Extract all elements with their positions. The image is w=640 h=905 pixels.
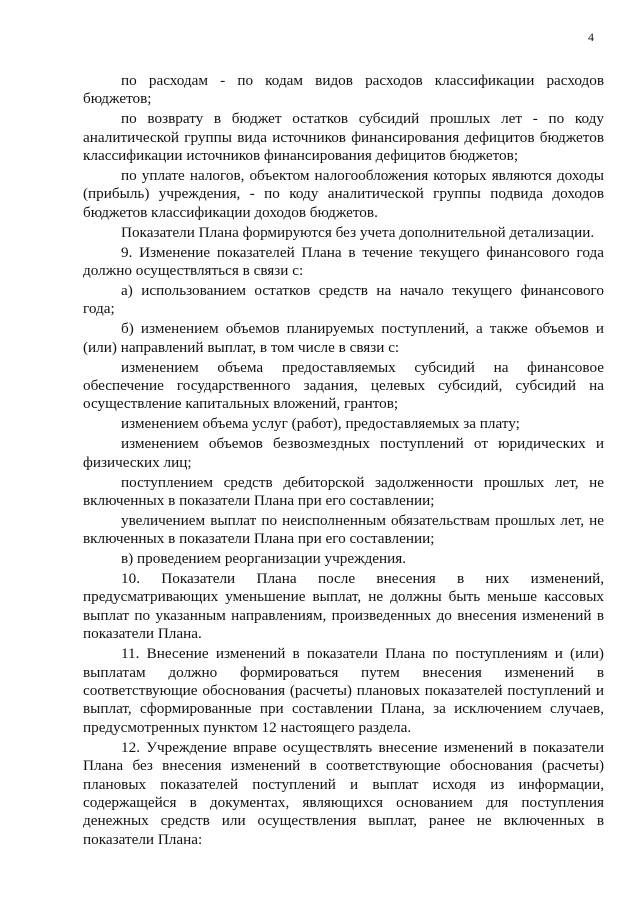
paragraph-section-9: 9. Изменение показателей Плана в течение текущего финансового года должно осуществляться в связи с: bbox=[83, 243, 604, 280]
paragraph-paid-services: изменением объема услуг (работ), предоставляемых за плату; bbox=[121, 415, 520, 433]
paragraph-receivables: поступлением средств дебиторской задолженности прошлых лет, не включенных в показатели Плана при его составлении; bbox=[83, 473, 604, 509]
paragraph-detail-note: Показатели Плана формируются без учета дополнительной детализации. bbox=[121, 223, 595, 241]
paragraph-obligations: увеличением выплат по неисполненным обязательствам прошлых лет, не включенных в показатели Плана при его составлении; bbox=[83, 511, 604, 548]
paragraph-subsidy-return: по возврату в бюджет остатков субсидий прошлых лет - по коду аналитической группы вида источников финансирования дефицитов бюджетов классификации источников финансирования дефицитов бюджетов; bbox=[83, 110, 604, 165]
paragraph-section-12: 12. Учреждение вправе осуществлять внесение изменений в показатели Плана без внесения изменений в соответствующие обоснования (расчеты) плановых показателей поступлений и выплат исходя из информации, содержащейся в документах, являющихся основанием для поступления денежных средств или осуществления выплат, ранее не включенных в показатели Плана: bbox=[83, 738, 604, 848]
paragraph-9a: а) использованием остатков средств на начало текущего финансового года; bbox=[83, 281, 604, 318]
paragraph-free-receipts: изменением объемов безвозмездных поступлений от юридических и физических лиц; bbox=[83, 435, 604, 471]
paragraph-9c: в) проведением реорганизации учреждения. bbox=[121, 550, 407, 568]
page-number: 4 bbox=[588, 30, 594, 44]
paragraph-expenses-codes: по расходам - по кодам видов расходов классификации расходов бюджетов; bbox=[83, 72, 604, 108]
paragraph-9b: б) изменением объемов планируемых поступлений, а также объемов и (или) направлений выплат, в том числе в связи с: bbox=[83, 320, 604, 356]
paragraph-section-10: 10. Показатели Плана после внесения в них изменений, предусматривающих уменьшение выплат, не должны быть меньше кассовых выплат по указанным направлениям, произведенных до внесения изменений в показатели Плана. bbox=[83, 570, 604, 643]
paragraph-taxes: по уплате налогов, объектом налогообложения которых являются доходы (прибыль) учреждения, - по коду аналитической группы подвида доходов бюджетов классификации доходов бюджетов. bbox=[83, 167, 604, 221]
document-body bbox=[83, 72, 604, 851]
paragraph-subsidy-volume: изменением объема предоставляемых субсидий на финансовое обеспечение государственного задания, целевых субсидий, субсидий на осуществление капитальных вложений, грантов; bbox=[83, 358, 604, 413]
paragraph-section-11: 11. Внесение изменений в показатели Плана по поступлениям и (или) выплатам должно формироваться путем внесения изменений в соответствующие обоснования (расчеты) плановых показателей поступлений и выплат, сформированные при составлении Плана, за исключением случаев, предусмотренных пунктом 12 настоящего раздела. bbox=[83, 645, 604, 736]
